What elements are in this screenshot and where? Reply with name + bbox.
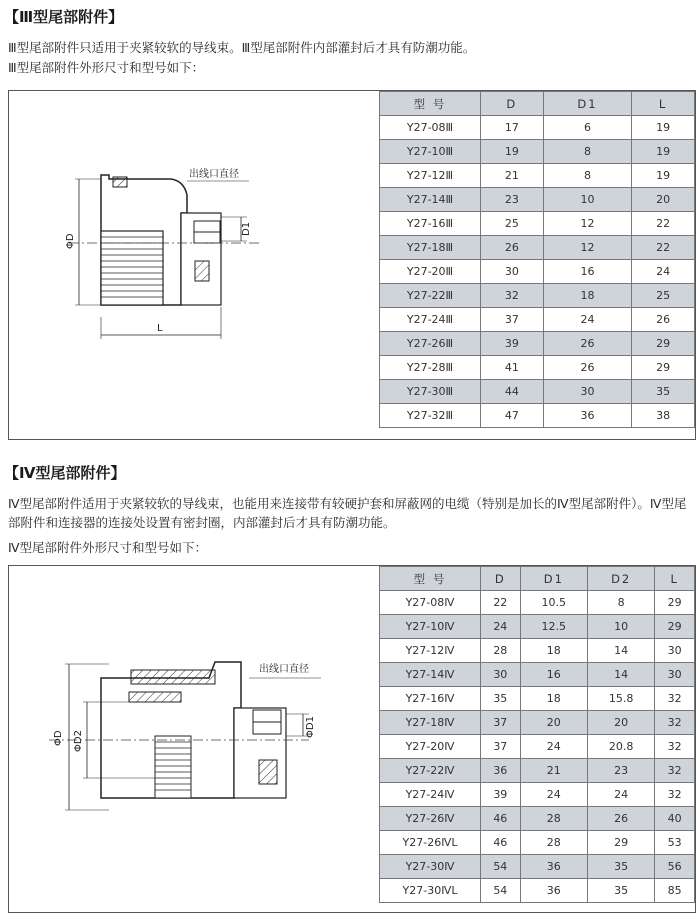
section3-label-D1: D1 xyxy=(241,221,252,236)
value-cell: 30 xyxy=(481,663,521,687)
value-cell: 8 xyxy=(543,164,632,188)
table-row xyxy=(380,639,695,663)
value-cell: 36 xyxy=(481,759,521,783)
value-cell: 18 xyxy=(520,687,587,711)
table-header-cell: D1 xyxy=(543,92,632,116)
model-cell: Y27-16Ⅳ xyxy=(380,687,481,711)
value-cell: 12.5 xyxy=(520,615,587,639)
section3-dimensions-intro: Ⅲ型尾部附件外形尺寸和型号如下： xyxy=(8,60,205,75)
model-cell: Y27-16Ⅲ xyxy=(380,212,481,236)
model-cell: Y27-30ⅣL xyxy=(380,879,481,903)
model-cell: Y27-18Ⅲ xyxy=(380,236,481,260)
value-cell: 24 xyxy=(520,783,587,807)
value-cell: 28 xyxy=(481,639,521,663)
value-cell: 39 xyxy=(481,332,544,356)
table-header-row xyxy=(380,92,695,116)
table-header-cell: L xyxy=(655,567,695,591)
table-row xyxy=(380,284,695,308)
section3-spec-table xyxy=(379,91,695,428)
value-cell: 35 xyxy=(632,380,695,404)
value-cell: 18 xyxy=(520,639,587,663)
section3-label-L: L xyxy=(157,323,163,334)
value-cell: 20 xyxy=(520,711,587,735)
table-row xyxy=(380,591,695,615)
value-cell: 16 xyxy=(543,260,632,284)
value-cell: 36 xyxy=(543,404,632,428)
table-header-cell: D xyxy=(481,92,544,116)
value-cell: 21 xyxy=(481,164,544,188)
table-header-row xyxy=(380,567,695,591)
value-cell: 20 xyxy=(587,711,654,735)
table-row xyxy=(380,116,695,140)
section4-title: 【Ⅳ型尾部附件】 xyxy=(4,464,126,482)
section4-panel xyxy=(8,565,696,913)
value-cell: 15.8 xyxy=(587,687,654,711)
value-cell: 16 xyxy=(520,663,587,687)
table-row xyxy=(380,855,695,879)
table-row xyxy=(380,831,695,855)
value-cell: 26 xyxy=(481,236,544,260)
value-cell: 24 xyxy=(632,260,695,284)
value-cell: 18 xyxy=(543,284,632,308)
model-cell: Y27-14Ⅲ xyxy=(380,188,481,212)
value-cell: 12 xyxy=(543,212,632,236)
value-cell: 37 xyxy=(481,735,521,759)
value-cell: 54 xyxy=(481,879,521,903)
model-cell: Y27-22Ⅲ xyxy=(380,284,481,308)
value-cell: 26 xyxy=(543,332,632,356)
value-cell: 29 xyxy=(655,615,695,639)
table-row xyxy=(380,735,695,759)
value-cell: 41 xyxy=(481,356,544,380)
value-cell: 29 xyxy=(632,332,695,356)
value-cell: 30 xyxy=(481,260,544,284)
value-cell: 24 xyxy=(481,615,521,639)
section4-drawing xyxy=(9,566,375,912)
table-row xyxy=(380,759,695,783)
value-cell: 26 xyxy=(543,356,632,380)
table-row xyxy=(380,356,695,380)
value-cell: 54 xyxy=(481,855,521,879)
table-row xyxy=(380,687,695,711)
value-cell: 24 xyxy=(587,783,654,807)
value-cell: 37 xyxy=(481,308,544,332)
section3-title: 【Ⅲ型尾部附件】 xyxy=(4,8,124,26)
section4-label-D2: ΦD2 xyxy=(73,730,84,752)
table-header-cell: 型 号 xyxy=(380,92,481,116)
table-row xyxy=(380,164,695,188)
value-cell: 10 xyxy=(543,188,632,212)
value-cell: 19 xyxy=(632,116,695,140)
value-cell: 38 xyxy=(632,404,695,428)
value-cell: 23 xyxy=(481,188,544,212)
value-cell: 10.5 xyxy=(520,591,587,615)
table-row xyxy=(380,260,695,284)
value-cell: 24 xyxy=(520,735,587,759)
value-cell: 30 xyxy=(655,663,695,687)
model-cell: Y27-20Ⅲ xyxy=(380,260,481,284)
value-cell: 32 xyxy=(481,284,544,308)
model-cell: Y27-14Ⅳ xyxy=(380,663,481,687)
value-cell: 14 xyxy=(587,663,654,687)
model-cell: Y27-26ⅣL xyxy=(380,831,481,855)
value-cell: 14 xyxy=(587,639,654,663)
model-cell: Y27-30Ⅳ xyxy=(380,855,481,879)
model-cell: Y27-28Ⅲ xyxy=(380,356,481,380)
value-cell: 8 xyxy=(543,140,632,164)
value-cell: 32 xyxy=(655,759,695,783)
value-cell: 37 xyxy=(481,711,521,735)
table-row xyxy=(380,236,695,260)
value-cell: 20.8 xyxy=(587,735,654,759)
value-cell: 39 xyxy=(481,783,521,807)
section3-panel xyxy=(8,90,696,440)
value-cell: 28 xyxy=(520,831,587,855)
table-row xyxy=(380,140,695,164)
table-row xyxy=(380,404,695,428)
section3-drawing xyxy=(9,91,375,439)
model-cell: Y27-22Ⅳ xyxy=(380,759,481,783)
table-row xyxy=(380,783,695,807)
section3-label-outlet-diameter: 出线口直径 xyxy=(189,169,239,180)
value-cell: 44 xyxy=(481,380,544,404)
value-cell: 22 xyxy=(481,591,521,615)
value-cell: 29 xyxy=(655,591,695,615)
value-cell: 85 xyxy=(655,879,695,903)
value-cell: 35 xyxy=(587,855,654,879)
table-row xyxy=(380,807,695,831)
value-cell: 30 xyxy=(655,639,695,663)
table-row xyxy=(380,615,695,639)
model-cell: Y27-08Ⅳ xyxy=(380,591,481,615)
value-cell: 40 xyxy=(655,807,695,831)
model-cell: Y27-18Ⅳ xyxy=(380,711,481,735)
model-cell: Y27-24Ⅳ xyxy=(380,783,481,807)
value-cell: 29 xyxy=(587,831,654,855)
section4-label-D1: ΦD1 xyxy=(305,716,316,738)
model-cell: Y27-24Ⅲ xyxy=(380,308,481,332)
model-cell: Y27-10Ⅲ xyxy=(380,140,481,164)
value-cell: 22 xyxy=(632,236,695,260)
section3-description: Ⅲ型尾部附件只适用于夹紧较软的导线束。Ⅲ型尾部附件内部灌封后才具有防潮功能。 xyxy=(8,40,476,55)
value-cell: 35 xyxy=(481,687,521,711)
table-header-cell: 型 号 xyxy=(380,567,481,591)
model-cell: Y27-26Ⅳ xyxy=(380,807,481,831)
table-row xyxy=(380,308,695,332)
value-cell: 32 xyxy=(655,735,695,759)
value-cell: 19 xyxy=(632,164,695,188)
table-row xyxy=(380,663,695,687)
value-cell: 24 xyxy=(543,308,632,332)
value-cell: 30 xyxy=(543,380,632,404)
table-row xyxy=(380,332,695,356)
value-cell: 25 xyxy=(632,284,695,308)
value-cell: 36 xyxy=(520,879,587,903)
section4-description: Ⅳ型尾部附件适用于夹紧较软的导线束，也能用来连接带有较硬护套和屏蔽网的电缆（特别是加长的Ⅳ型尾部附件）。Ⅳ型尾部附件和连接器的连接处设置有密封圈，内部灌封后才具有防潮功能。 xyxy=(8,496,687,530)
value-cell: 32 xyxy=(655,711,695,735)
table-header-cell: D2 xyxy=(587,567,654,591)
value-cell: 36 xyxy=(520,855,587,879)
model-cell: Y27-26Ⅲ xyxy=(380,332,481,356)
value-cell: 26 xyxy=(632,308,695,332)
value-cell: 10 xyxy=(587,615,654,639)
value-cell: 19 xyxy=(481,140,544,164)
value-cell: 22 xyxy=(632,212,695,236)
value-cell: 17 xyxy=(481,116,544,140)
value-cell: 23 xyxy=(587,759,654,783)
model-cell: Y27-20Ⅳ xyxy=(380,735,481,759)
value-cell: 46 xyxy=(481,831,521,855)
value-cell: 19 xyxy=(632,140,695,164)
table-row xyxy=(380,711,695,735)
model-cell: Y27-32Ⅲ xyxy=(380,404,481,428)
value-cell: 26 xyxy=(587,807,654,831)
value-cell: 8 xyxy=(587,591,654,615)
section4-dimensions-intro: Ⅳ型尾部附件外形尺寸和型号如下： xyxy=(8,540,208,555)
model-cell: Y27-30Ⅲ xyxy=(380,380,481,404)
value-cell: 28 xyxy=(520,807,587,831)
value-cell: 32 xyxy=(655,783,695,807)
value-cell: 53 xyxy=(655,831,695,855)
table-header-cell: D1 xyxy=(520,567,587,591)
table-row xyxy=(380,188,695,212)
table-row xyxy=(380,879,695,903)
table-row xyxy=(380,380,695,404)
table-header-cell: L xyxy=(632,92,695,116)
section4-label-outlet-diameter: 出线口直径 xyxy=(259,664,309,675)
model-cell: Y27-08Ⅲ xyxy=(380,116,481,140)
model-cell: Y27-10Ⅳ xyxy=(380,615,481,639)
value-cell: 56 xyxy=(655,855,695,879)
value-cell: 47 xyxy=(481,404,544,428)
table-row xyxy=(380,212,695,236)
value-cell: 20 xyxy=(632,188,695,212)
value-cell: 12 xyxy=(543,236,632,260)
value-cell: 46 xyxy=(481,807,521,831)
value-cell: 35 xyxy=(587,879,654,903)
value-cell: 25 xyxy=(481,212,544,236)
section4-spec-table xyxy=(379,566,695,903)
table-header-cell: D xyxy=(481,567,521,591)
section4-label-D: ΦD xyxy=(53,730,64,746)
value-cell: 21 xyxy=(520,759,587,783)
section3-label-D: ΦD xyxy=(65,233,76,249)
value-cell: 29 xyxy=(632,356,695,380)
model-cell: Y27-12Ⅲ xyxy=(380,164,481,188)
value-cell: 6 xyxy=(543,116,632,140)
model-cell: Y27-12Ⅳ xyxy=(380,639,481,663)
value-cell: 32 xyxy=(655,687,695,711)
